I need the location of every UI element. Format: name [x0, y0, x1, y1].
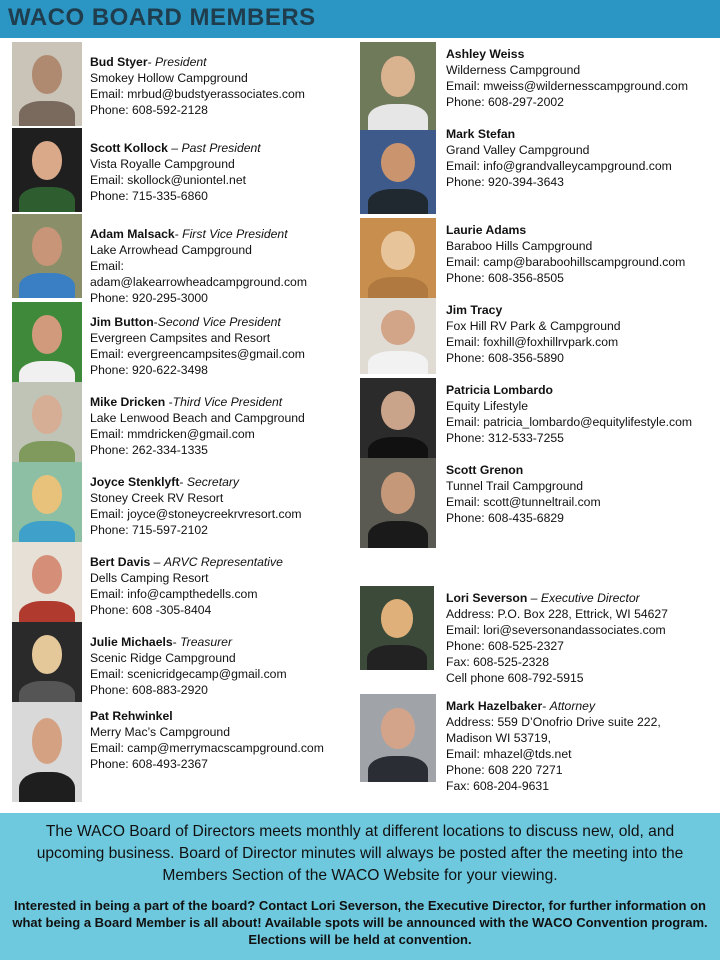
member-email: Email: mmdricken@gmail.com — [90, 427, 255, 441]
member-name: Jim Tracy — [446, 303, 503, 317]
member-info — [90, 394, 305, 458]
member-info — [446, 126, 672, 190]
member-name: Mike Dricken — [90, 395, 166, 409]
member-photo — [360, 130, 436, 214]
name-separator: – — [150, 555, 164, 569]
name-separator: - — [172, 635, 181, 649]
member-organization: Fox Hill RV Park & Campground — [446, 319, 621, 333]
member-name: Scott Grenon — [446, 463, 524, 477]
member-name: Ashley Weiss — [446, 47, 525, 61]
member-phone: Phone: 312-533-7255 — [446, 431, 564, 445]
member-organization: Evergreen Campsites and Resort — [90, 331, 271, 345]
attorney-address-continued: Madison WI 53719, — [446, 731, 552, 745]
name-separator: - — [179, 475, 187, 489]
member-email: Email: scott@tunneltrail.com — [446, 495, 601, 509]
member-name: Joyce Stenklyft — [90, 475, 180, 489]
member-name: Mark Stefan — [446, 127, 516, 141]
executive-info — [446, 590, 668, 686]
member-organization: Lake Arrowhead Campground — [90, 243, 252, 257]
member-name: Julie Michaels — [90, 635, 173, 649]
member-organization: Dells Camping Resort — [90, 571, 209, 585]
member-name: Jim Button — [90, 315, 154, 329]
member-email: Email: mrbud@budstyerassociates.com — [90, 87, 305, 101]
member-name: Bud Styer — [90, 55, 148, 69]
member-phone: Phone: 608-356-5890 — [446, 351, 564, 365]
member-phone: Phone: 715-335-6860 — [90, 189, 208, 203]
member-phone: Phone: 920-295-3000 — [90, 291, 208, 305]
member-photo — [12, 622, 82, 706]
member-email: Email: info@grandvalleycampground.com — [446, 159, 672, 173]
member-email: Email: camp@baraboohillscampground.com — [446, 255, 686, 269]
page-title: WACO BOARD MEMBERS — [8, 4, 316, 31]
member-email: Email: foxhill@foxhillrvpark.com — [446, 335, 619, 349]
attorney-phone: Phone: 608 220 7271 — [446, 763, 563, 777]
executive-name: Lori Severson — [446, 591, 528, 605]
member-info — [90, 140, 261, 204]
name-separator: - — [153, 315, 158, 329]
member-name: Scott Kollock — [90, 141, 168, 155]
member-organization: Baraboo Hills Campground — [446, 239, 593, 253]
name-separator: – — [167, 141, 182, 155]
member-email-continued: adam@lakearrowheadcampground.com — [90, 275, 307, 289]
executive-role: Executive Director — [540, 591, 640, 605]
member-phone: Phone: 608 -305-8404 — [90, 603, 212, 617]
member-info — [90, 474, 302, 538]
attorney-role: Attorney — [549, 699, 596, 713]
attorney-info — [446, 698, 661, 794]
member-email: Email: patricia_lombardo@equitylifestyle.com — [446, 415, 693, 429]
member-email: Email: evergreencampsites@gmail.com — [90, 347, 305, 361]
member-photo — [360, 298, 436, 374]
member-role: Second Vice President — [157, 315, 281, 329]
member-photo — [360, 218, 436, 302]
member-role: Secretary — [186, 475, 240, 489]
member-name: Laurie Adams — [446, 223, 527, 237]
member-role: First Vice President — [182, 227, 288, 241]
member-email: Email: scenicridgecamp@gmail.com — [90, 667, 287, 681]
member-phone: Phone: 608-297-2002 — [446, 95, 564, 109]
member-phone: Phone: 608-356-8505 — [446, 271, 564, 285]
name-separator: - — [542, 699, 550, 713]
member-phone: Phone: 608-592-2128 — [90, 103, 208, 117]
attorney-email: Email: mhazel@tds.net — [446, 747, 572, 761]
member-email: Email: info@campthedells.com — [90, 587, 258, 601]
name-separator: - — [147, 55, 156, 69]
member-organization: Merry Mac’s Campground — [90, 725, 230, 739]
executive-email: Email: lori@seversonandassociates.com — [446, 623, 666, 637]
member-email: Email: mweiss@wildernesscampground.com — [446, 79, 688, 93]
executive-cell: Cell phone 608-792-5915 — [446, 671, 584, 685]
member-photo — [12, 214, 82, 298]
member-role: Past President — [181, 141, 261, 155]
member-info — [446, 46, 688, 110]
member-info — [90, 314, 305, 378]
member-photo — [12, 302, 82, 386]
member-organization: Stoney Creek RV Resort — [90, 491, 224, 505]
member-organization: Scenic Ridge Campground — [90, 651, 236, 665]
member-phone: Phone: 262-334-1335 — [90, 443, 208, 457]
member-organization: Tunnel Trail Campground — [446, 479, 584, 493]
page-header — [0, 0, 720, 38]
member-photo — [360, 42, 436, 130]
member-info — [446, 382, 692, 446]
member-photo — [12, 702, 82, 802]
member-info — [446, 222, 685, 286]
executive-photo — [360, 586, 434, 670]
member-phone: Phone: 608-435-6829 — [446, 511, 564, 525]
member-photo — [12, 462, 82, 546]
member-email: Email: — [90, 259, 124, 273]
member-info — [90, 226, 307, 306]
member-role: ARVC Representative — [163, 555, 283, 569]
member-phone: Phone: 608-883-2920 — [90, 683, 208, 697]
member-info — [90, 554, 283, 618]
member-info — [446, 302, 621, 366]
member-role: Treasurer — [180, 635, 233, 649]
member-photo — [360, 378, 436, 462]
attorney-fax: Fax: 608-204-9631 — [446, 779, 549, 793]
member-organization: Lake Lenwood Beach and Campground — [90, 411, 305, 425]
member-name: Adam Malsack — [90, 227, 175, 241]
meeting-info-paragraph: The WACO Board of Directors meets monthly at different locations to discuss new, old, and upcoming business. Board of Director minutes will always be posted after the meeting into the Members Section of the WACO Website for your viewing. — [36, 823, 684, 884]
member-info — [90, 634, 287, 698]
member-phone: Phone: 920-394-3643 — [446, 175, 564, 189]
member-organization: Equity Lifestyle — [446, 399, 528, 413]
member-photo — [360, 458, 436, 548]
member-phone: Phone: 608-493-2367 — [90, 757, 208, 771]
member-organization: Vista Royalle Campground — [90, 157, 235, 171]
executive-address: Address: P.O. Box 228, Ettrick, WI 54627 — [446, 607, 668, 621]
member-phone: Phone: 715-597-2102 — [90, 523, 208, 537]
attorney-photo — [360, 694, 436, 782]
member-photo — [12, 128, 82, 212]
member-info — [90, 54, 305, 118]
member-organization: Wilderness Campground — [446, 63, 581, 77]
member-phone: Phone: 920-622-3498 — [90, 363, 208, 377]
member-organization: Smokey Hollow Campground — [90, 71, 248, 85]
member-name: Bert Davis — [90, 555, 151, 569]
member-email: Email: skollock@uniontel.net — [90, 173, 246, 187]
attorney-address: Address: 559 D’Onofrio Drive suite 222, — [446, 715, 661, 729]
member-email: Email: camp@merrymacscampground.com — [90, 741, 324, 755]
member-organization: Grand Valley Campground — [446, 143, 590, 157]
executive-phone: Phone: 608-525-2327 — [446, 639, 564, 653]
member-info — [90, 708, 324, 772]
member-photo — [12, 382, 82, 466]
footer-panel — [0, 813, 720, 960]
member-photo — [12, 542, 82, 626]
member-info — [446, 462, 601, 526]
executive-fax: Fax: 608-525-2328 — [446, 655, 549, 669]
name-separator: - — [165, 395, 173, 409]
member-name: Patricia Lombardo — [446, 383, 554, 397]
name-separator: - — [174, 227, 183, 241]
member-photo — [12, 42, 82, 126]
attorney-name: Mark Hazelbaker — [446, 699, 543, 713]
name-separator: – — [527, 591, 541, 605]
join-board-paragraph: Interested in being a part of the board? Contact Lori Severson, the Executive Director, for further information on what being a Board Member is all about! Available spots will be announced with the WACO Convention program. Elections will be held at convention. — [12, 898, 708, 947]
member-name: Pat Rehwinkel — [90, 709, 173, 723]
member-role: Third Vice President — [172, 395, 283, 409]
member-role: President — [155, 55, 207, 69]
member-email: Email: joyce@stoneycreekrvresort.com — [90, 507, 302, 521]
